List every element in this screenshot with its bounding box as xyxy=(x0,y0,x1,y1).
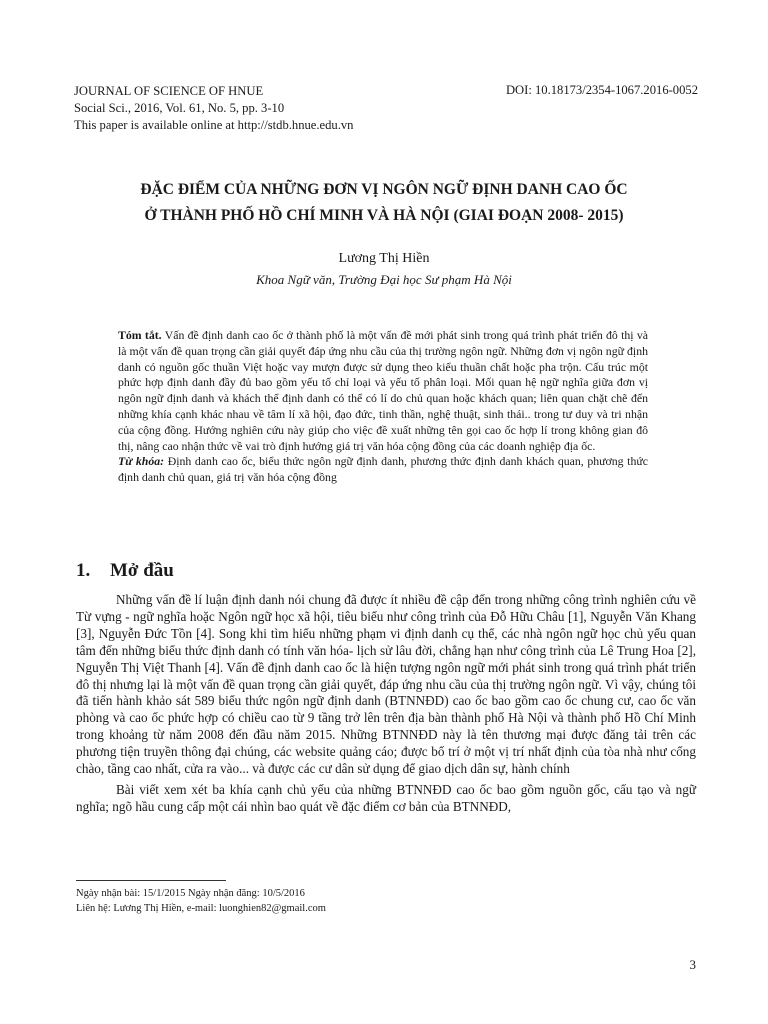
section-number: 1. xyxy=(76,560,91,581)
title-line-2: Ở THÀNH PHỐ HỒ CHÍ MINH VÀ HÀ NỘI (GIAI ĐOẠN 2008- 2015) xyxy=(144,207,624,224)
body-paragraph-1: Những vấn đề lí luận định danh nói chung đã được ít nhiều đề cập đến trong những công trình nghiên cứu về Từ vựng - ngữ nghĩa hoặc Ngôn ngữ học xã hội, tiêu biểu như công trình của Đỗ Hữu Châu [1], Nguyễn Văn Khang [3], Nguyễn Đức Tồn [4]. Song khi tìm hiểu những phạm vi định danh cụ thể, các nhà ngôn ngữ học chủ yếu quan tâm đến những biểu thức định danh có tính văn hóa- lịch sử lâu đời, chẳng hạn như công trình của Lê Trung Hoa [2], Nguyễn Thị Việt Thanh [4]. Vấn đề định danh cao ốc là hiện tượng ngôn ngữ mới phát sinh trong quá trình phát triển đô thị nhưng lại là một vấn đề quan trọng cần giải quyết, đáp ứng nhu cầu của thị trường ngôn ngữ. Vì vậy, chúng tôi đã tiến hành khảo sát 589 biểu thức ngôn ngữ định danh (BTNNĐD) cao ốc bao gồm cao ốc chung cư, cao ốc văn phòng và cao ốc phức hợp có chiều cao từ 9 tầng trở lên trên địa bàn thành phố Hà Nội và thành phố Hồ Chí Minh trong khoảng từ năm 2008 đến đầu năm 2015. Những BTNNĐD này là tên thương mại được đăng tải trên các phương tiện truyền thông đại chúng, các website quảng cáo; được bố trí ở một vị trí nhất định của tòa nhà như cổng chào, tầng cao nhất, cửa ra vào... và được các cư dân sử dụng để giao dịch dân sự, hành chính xyxy=(76,592,696,777)
abstract-text: Vấn đề định danh cao ốc ở thành phố là một vấn đề mới phát sinh trong quá trình phát triển đô thị và là một vấn đề quan trọng cần giải quyết đáp ứng nhu cầu của thị trường ngôn ngữ. Những đơn vị ngôn ngữ định danh có nguồn gốc thuần Việt hoặc vay mượn được sử dụng theo kiểu thuần chất hoặc pha trộn. Cấu trúc một phức hợp định danh đầy đủ bao gồm yếu tố chỉ loại và yếu tố phân loại. Mối quan hệ ngữ nghĩa giữa đơn vị ngôn ngữ định danh và khách thể định danh có thể có lí do chủ quan hoặc khách quan; liên quan chặt chẽ đến những khía cạnh khác nhau về tâm lí xã hội, đạo đức, tinh thần, nghệ thuật, sinh thái.. trong tư duy và tri nhận của cộng đồng. Hướng nghiên cứu này giúp cho việc đề xuất những tên gọi cao ốc hợp lí trong không gian đô thị, nâng cao nhận thức về vai trò định hướng giá trị văn hóa cộng đồng của các doanh nghiệp địa ốc. xyxy=(118,328,648,453)
journal-citation: Social Sci., 2016, Vol. 61, No. 5, pp. 3-10 xyxy=(74,101,285,115)
page-number: 3 xyxy=(689,957,696,972)
section-title: Mở đầu xyxy=(110,560,174,581)
abstract-label: Tóm tắt. xyxy=(118,328,162,342)
body-text xyxy=(76,592,696,816)
keywords-text: Định danh cao ốc, biểu thức ngôn ngữ định danh, phương thức định danh khách quan, phương thức định danh chủ quan, giá trị văn hóa cộng đồng xyxy=(118,454,648,485)
paper-title xyxy=(80,177,688,229)
author-affiliation: Khoa Ngữ văn, Trường Đại học Sư phạm Hà Nội xyxy=(256,272,512,287)
title-line-1: ĐẶC ĐIỂM CỦA NHỮNG ĐƠN VỊ NGÔN NGỮ ĐỊNH DANH CAO ỐC xyxy=(140,181,628,198)
keywords-label: Từ khóa: xyxy=(118,454,165,469)
body-paragraph-2: Bài viết xem xét ba khía cạnh chủ yếu của những BTNNĐD cao ốc bao gồm nguồn gốc, cấu tạo và ngữ nghĩa; ngõ hầu cung cấp một cái nhìn bao quát về đặc điểm cơ bản của BTNNĐD, xyxy=(76,781,696,814)
footnote-dates: Ngày nhận bài: 15/1/2015 Ngày nhận đăng: 10/5/2016 xyxy=(76,888,305,899)
section-heading xyxy=(76,560,174,582)
abstract xyxy=(118,328,648,486)
footnotes xyxy=(76,886,326,916)
footnote-contact: Liên hệ: Lương Thị Hiền, e-mail: luonghien82@gmail.com xyxy=(76,903,326,914)
journal-name: JOURNAL OF SCIENCE OF HNUE xyxy=(74,84,264,98)
journal-header xyxy=(74,83,353,134)
abstract-paragraph xyxy=(118,328,648,454)
doi: DOI: 10.18173/2354-1067.2016-0052 xyxy=(505,83,698,97)
journal-availability: This paper is available online at http://stdb.hnue.edu.vn xyxy=(74,118,354,132)
author-name: Lương Thị Hiền xyxy=(338,251,430,266)
keywords-paragraph xyxy=(118,454,648,486)
footnote-divider xyxy=(76,880,226,881)
